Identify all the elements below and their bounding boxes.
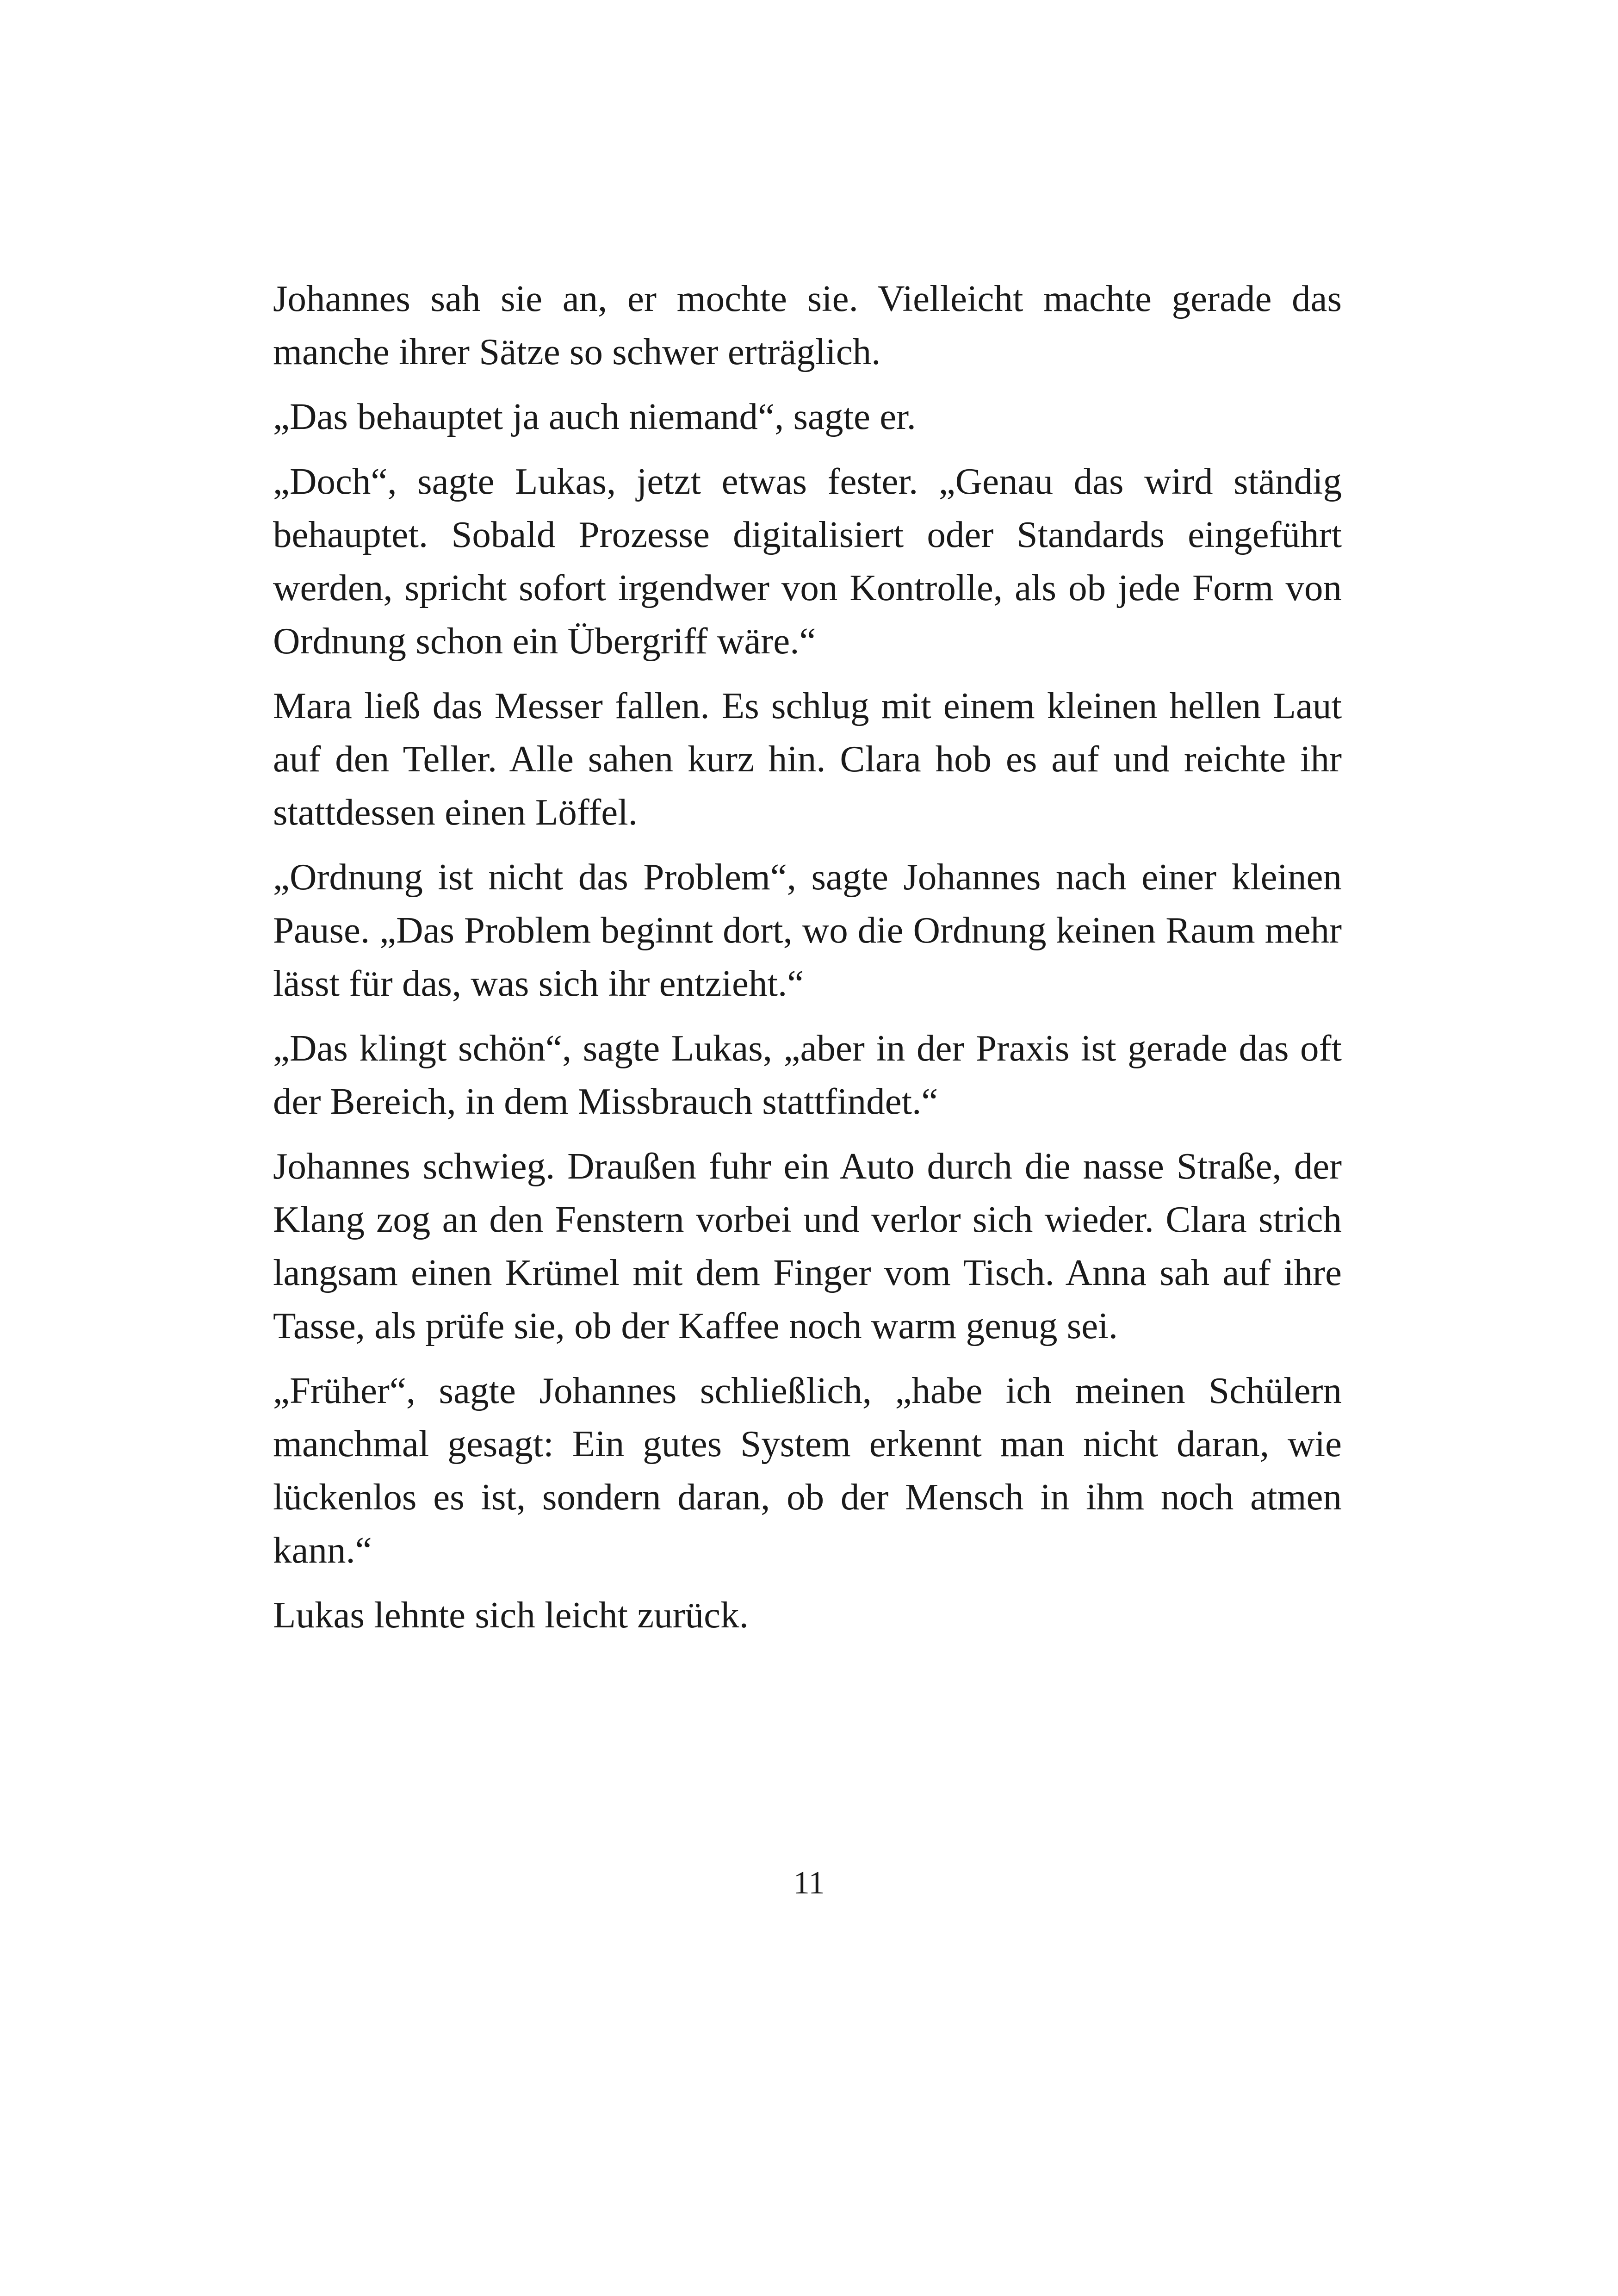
paragraph: Lukas lehnte sich leicht zurück. <box>273 1594 749 1636</box>
paragraph: Johannes sah sie an, er mochte sie. Vielleicht machte gerade das manche ihrer Sätze so schwer erträglich. <box>273 278 1342 372</box>
paragraph: „Das behauptet ja auch niemand“, sagte er. <box>273 396 916 437</box>
paragraph: „Ordnung ist nicht das Problem“, sagte Johannes nach einer kleinen Pause. „Das Problem beginnt dort, wo die Ordnung keinen Raum mehr lässt für das, was sich ihr entzieht.“ <box>273 856 1342 1004</box>
paragraph: „Früher“, sagte Johannes schließlich, „habe ich meinen Schülern manchmal gesagt: Ein gutes System erkennt man nicht daran, wie lückenlos es ist, sondern daran, ob der Mensch in ihm noch atmen kann.“ <box>273 1370 1342 1571</box>
page-number: 11 <box>793 1865 825 1901</box>
paragraph: „Doch“, sagte Lukas, jetzt etwas fester. „Genau das wird ständig behauptet. Sobald Prozesse digitalisiert oder Standards eingeführt werden, spricht sofort irgendwer von Kontrolle, als ob jede Form von Ordnung schon ein Übergriff wäre.“ <box>273 460 1342 662</box>
paragraph: Johannes schwieg. Draußen fuhr ein Auto durch die nasse Straße, der Klang zog an den Fenstern vorbei und verlor sich wieder. Clara strich langsam einen Krümel mit dem Finger vom Tisch. Anna sah auf ihre Tasse, als prüfe sie, ob der Kaffee noch warm genug sei. <box>273 1145 1342 1347</box>
paragraph: Mara ließ das Messer fallen. Es schlug mit einem kleinen hellen Laut auf den Teller. Alle sahen kurz hin. Clara hob es auf und reichte ihr stattdessen einen Löffel. <box>273 685 1342 833</box>
body-text <box>273 272 1342 1653</box>
paragraph: „Das klingt schön“, sagte Lukas, „aber in der Praxis ist gerade das oft der Bereich, in dem Missbrauch stattfindet.“ <box>273 1027 1342 1122</box>
